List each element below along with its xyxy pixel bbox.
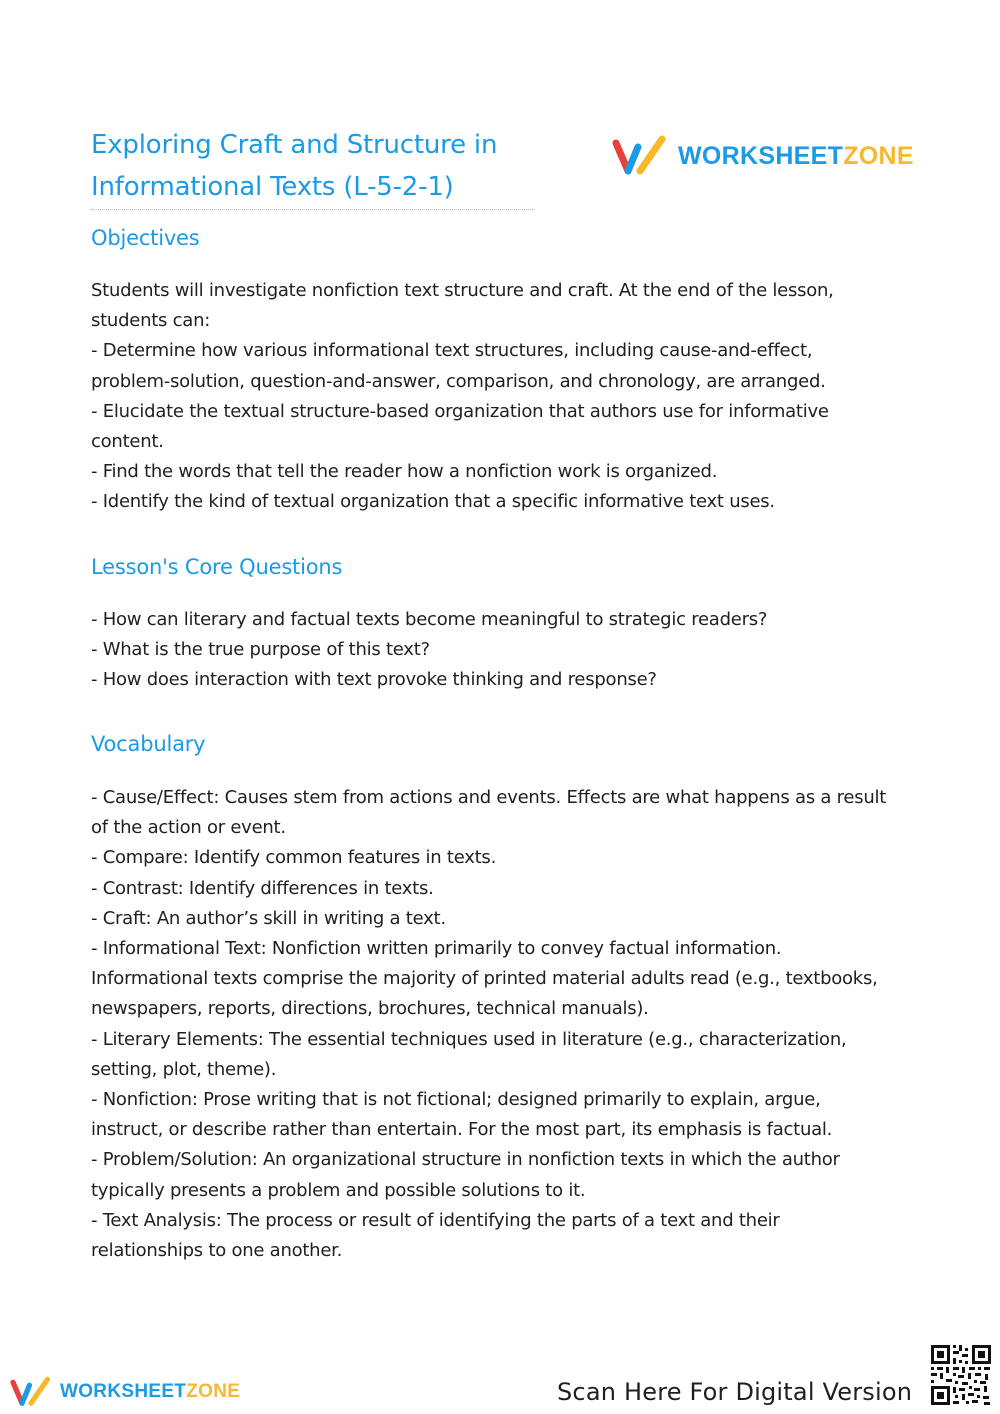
qr-code-icon[interactable] — [928, 1342, 994, 1408]
objectives-line: - Find the words that tell the reader how a nonfiction work is organized. — [91, 461, 718, 483]
vocabulary-line: newspapers, reports, directions, brochures, technical manuals). — [91, 998, 649, 1020]
vocabulary-line: - Literary Elements: The essential techniques used in literature (e.g., characterization, — [91, 1028, 847, 1050]
footer-brand-text — [60, 1381, 240, 1403]
objectives-line: - Identify the kind of textual organization that a specific informative text uses. — [91, 491, 775, 513]
objectives-line: Students will investigate nonfiction text structure and craft. At the end of the lesson, — [91, 280, 834, 301]
core-question-line: - What is the true purpose of this text? — [91, 639, 430, 661]
objectives-line: content. — [91, 431, 164, 453]
vocabulary-line: typically presents a problem and possible solutions to it. — [91, 1179, 586, 1201]
core-questions-body — [91, 605, 911, 696]
vocabulary-line: setting, plot, theme). — [91, 1058, 277, 1080]
core-questions-heading: Lesson's Core Questions — [91, 555, 343, 579]
vocabulary-line: of the action or event. — [91, 817, 286, 839]
core-question-line: - How can literary and factual texts become meaningful to strategic readers? — [91, 609, 768, 630]
objectives-body — [91, 276, 911, 518]
title-divider — [91, 209, 533, 210]
vocabulary-line: - Cause/Effect: Causes stem from actions and events. Effects are what happens as a result — [91, 787, 887, 808]
vocabulary-heading: Vocabulary — [91, 732, 206, 756]
vocabulary-line: - Problem/Solution: An organizational structure in nonfiction texts in which the author — [91, 1149, 840, 1171]
core-question-line: - How does interaction with text provoke thinking and response? — [91, 669, 657, 691]
page-title-line-2: Informational Texts (L-5-2-1) — [91, 172, 454, 202]
vocabulary-line: - Contrast: Identify differences in texts. — [91, 877, 434, 899]
header-brand-logo — [612, 134, 914, 178]
objectives-line: problem-solution, question-and-answer, comparison, and chronology, are arranged. — [91, 370, 826, 392]
footer-brand-logo — [10, 1374, 240, 1410]
objectives-line: students can: — [91, 310, 211, 332]
vocabulary-line: relationships to one another. — [91, 1240, 343, 1262]
objectives-heading: Objectives — [91, 226, 200, 250]
brand-text-part1: WORKSHEET — [678, 141, 844, 170]
vocabulary-line: - Text Analysis: The process or result of identifying the parts of a text and their — [91, 1209, 780, 1231]
vocabulary-line: - Nonfiction: Prose writing that is not fictional; designed primarily to explain, argue, — [91, 1089, 821, 1111]
brand-text-part2: ZONE — [843, 141, 914, 170]
worksheetzone-logo-icon — [612, 135, 668, 177]
vocabulary-body — [91, 783, 911, 1266]
vocabulary-line: instruct, or describe rather than entertain. For the most part, its emphasis is factual. — [91, 1119, 833, 1141]
worksheetzone-footer-logo-icon — [10, 1376, 52, 1408]
objectives-line: - Determine how various informational text structures, including cause-and-effect, — [91, 340, 813, 362]
objectives-line: - Elucidate the textual structure-based organization that authors use for informative — [91, 400, 829, 422]
vocabulary-line: - Compare: Identify common features in texts. — [91, 847, 497, 869]
vocabulary-line: - Informational Text: Nonfiction written primarily to convey factual information. — [91, 938, 782, 960]
footer-brand-part1: WORKSHEET — [60, 1381, 187, 1402]
page-title-line-1: Exploring Craft and Structure in — [91, 130, 498, 160]
vocabulary-line: - Craft: An author’s skill in writing a text. — [91, 907, 446, 929]
scan-instruction: Scan Here For Digital Version — [557, 1378, 913, 1406]
header-brand-text — [678, 142, 914, 171]
footer-brand-part2: ZONE — [186, 1381, 241, 1402]
page-title — [91, 124, 533, 208]
vocabulary-line: Informational texts comprise the majority of printed material adults read (e.g., textbooks, — [91, 968, 878, 990]
